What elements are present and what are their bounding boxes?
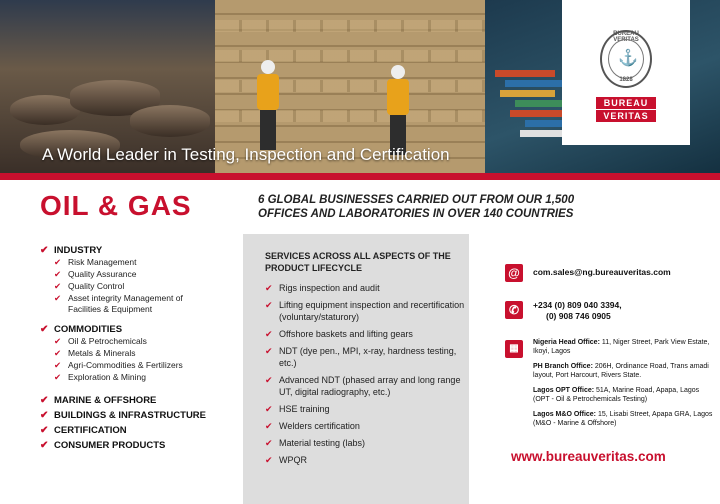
list-item: ✔ Advanced NDT (phased array and long range UT, digital radiography, etc.) [265,375,461,397]
building-icon: ▦ [505,340,523,358]
bureau-veritas-logo [562,0,690,145]
check-icon: ✔ [40,245,49,256]
page-title: OIL & GAS [40,190,192,221]
seal-figure-icon: ⚓ [618,50,638,67]
list-item: ✔ Exploration & Mining [54,372,146,382]
check-icon: ✔ [54,257,62,267]
phone-number-1[interactable]: +234 (0) 809 040 3394, [533,300,622,310]
phone-icon: ✆ [505,301,523,319]
services-list [265,282,465,471]
logo-seal-year: 1828 [619,77,633,83]
check-icon: ✔ [265,283,273,293]
list-item: ✔ NDT (dye pen., MPI, x-ray, hardness testing, etc.) [265,346,457,368]
category-certification: ✔ CERTIFICATION [40,425,127,436]
services-title: SERVICES ACROSS ALL ASPECTS OF THE PRODUCT LIFECYCLE [265,251,451,273]
logo-word-bureau: BUREAU [596,97,656,109]
check-icon: ✔ [40,324,49,335]
check-icon: ✔ [54,360,62,370]
check-icon: ✔ [54,293,62,303]
hero-banner [0,0,720,173]
website-link[interactable]: www.bureauveritas.com [511,449,666,464]
check-icon: ✔ [54,372,62,382]
check-icon: ✔ [265,300,273,310]
category-commodities: ✔ COMMODITIES [40,324,123,335]
check-icon: ✔ [265,404,273,414]
category-marine-offshore: ✔ MARINE & OFFSHORE [40,395,157,406]
logo-word-veritas: VERITAS [596,110,656,122]
office-item: PH Branch Office: 206H, Ordinance Road, Trans amadi layout, Port Harcourt, Rivers State. [533,363,709,379]
list-item: ✔ Asset integrity Management of Facilities & Equipment [54,293,183,314]
subheading: 6 GLOBAL BUSINESSES CARRIED OUT FROM OUR 1,500 OFFICES AND LABORATORIES IN OVER 140 COUNTRIES [258,194,575,220]
category-consumer-products: ✔ CONSUMER PRODUCTS [40,440,166,451]
check-icon: ✔ [54,269,62,279]
business-categories [40,244,240,452]
office-addresses [533,338,713,434]
check-icon: ✔ [265,346,273,356]
contact-phone [533,300,622,322]
check-icon: ✔ [40,425,49,436]
list-item: ✔ WPQR [265,455,307,465]
list-item: ✔ HSE training [265,404,330,414]
list-item: ✔ Material testing (labs) [265,438,366,448]
worker-figure [385,65,411,155]
at-icon: @ [505,264,523,282]
list-item: ✔ Quality Assurance [54,269,137,279]
list-item: ✔ Welders certification [265,421,360,431]
category-industry: ✔ INDUSTRY [40,245,103,256]
check-icon: ✔ [40,410,49,421]
list-item: ✔ Lifting equipment inspection and recertification (voluntary/staturory) [265,300,465,322]
check-icon: ✔ [54,348,62,358]
list-item: ✔ Metals & Minerals [54,348,136,358]
list-item: ✔ Agri-Commodities & Fertilizers [54,360,183,370]
check-icon: ✔ [265,375,273,385]
check-icon: ✔ [40,440,49,451]
logo-seal-text: BUREAU VERITAS [613,31,639,43]
check-icon: ✔ [265,455,273,465]
list-item: ✔ Offshore baskets and lifting gears [265,329,413,339]
office-item: Lagos OPT Office: 51A, Marine Road, Apapa, Lagos (OPT - Oil & Petrochemicals Testing) [533,387,700,403]
list-item: ✔ Oil & Petrochemicals [54,336,147,346]
list-item: ✔ Quality Control [54,281,125,291]
logo-seal [600,30,652,88]
contact-email[interactable]: com.sales@ng.bureauveritas.com [533,267,671,277]
check-icon: ✔ [54,281,62,291]
list-item: ✔ Risk Management [54,257,137,267]
hero-tagline: A World Leader in Testing, Inspection and Certification [42,145,450,164]
list-item: ✔ Rigs inspection and audit [265,283,380,293]
check-icon: ✔ [54,336,62,346]
category-buildings-infrastructure: ✔ BUILDINGS & INFRASTRUCTURE [40,410,206,421]
office-item: Nigeria Head Office: 11, Niger Street, Park View Estate, Ikoyi, Lagos [533,339,710,355]
check-icon: ✔ [40,395,49,406]
office-item: Lagos M&O Office: 15, Lisabi Street, Apapa GRA, Lagos (M&O - Marine & Offshore) [533,411,713,427]
check-icon: ✔ [265,438,273,448]
phone-number-2[interactable]: (0) 908 746 0905 [546,311,611,321]
accent-divider [0,173,720,180]
check-icon: ✔ [265,329,273,339]
check-icon: ✔ [265,421,273,431]
worker-figure [255,60,281,150]
